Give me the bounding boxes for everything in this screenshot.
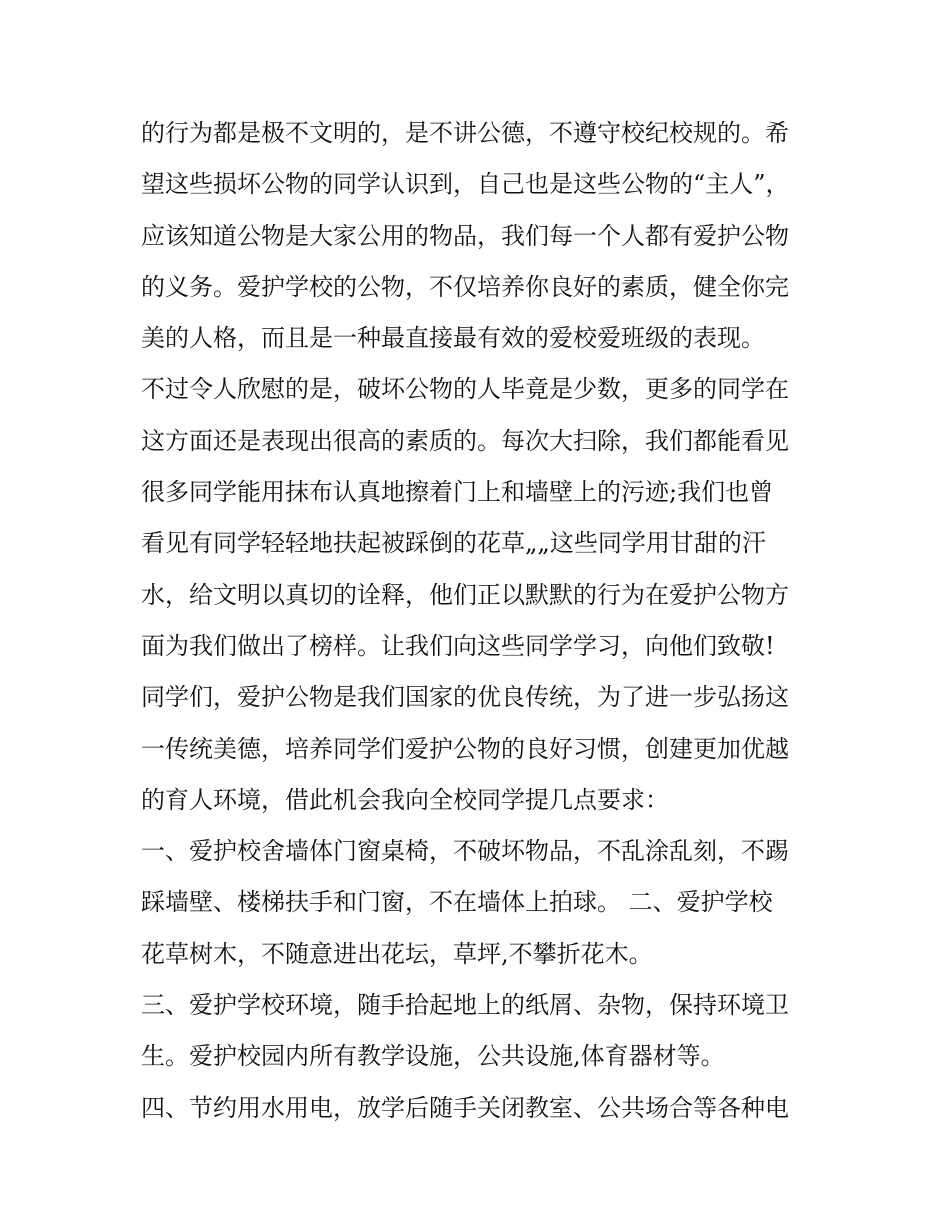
text-line: 同学们，爱护公物是我们国家的优良传统，为了进一步弘扬这 [141,683,789,712]
text-line: 的行为都是极不文明的，是不讲公德，不遵守校纪校规的。希 [141,119,789,147]
text-line: 的育人环境，借此机会我向全校同学提几点要求： [141,785,669,814]
text-line: 望这些损坏公物的同学认识到，自己也是这些公物的“主人”， [141,170,790,199]
text-line: 美的人格，而且是一种最直接最有效的爱校爱班级的表现。 [141,324,765,353]
text-line: 面为我们做出了榜样。让我们向这些同学学习，向他们致敬! [141,631,775,660]
text-line: 的义务。爱护学校的公物，不仅培养你良好的素质，健全你完 [141,272,789,301]
text-line: 花草树木，不随意进出花坛，草坪,不攀折花木。 [141,939,653,968]
text-line: 一、爱护校舍墙体门窗桌椅，不破坏物品，不乱涂乱刻，不踢 [141,837,789,866]
text-line: 这方面还是表现出很高的素质的。每次大扫除，我们都能看见 [141,426,789,455]
text-line: 很多同学能用抹布认真地擦着门上和墙壁上的污迹;我们也曾 [141,478,774,507]
body-text [141,108,831,1134]
text-line: 三、爱护学校环境，随手拾起地上的纸屑、杂物，保持环境卫 [141,991,789,1020]
text-line: 生。爱护校园内所有教学设施，公共设施,体育器材等。 [141,1042,725,1071]
text-line: 水，给文明以真切的诠释，他们正以默默的行为在爱护公物方 [141,580,789,609]
text-line: 踩墙壁、楼梯扶手和门窗，不在墙体上拍球。 二、爱护学校 [141,888,773,917]
text-line: 一传统美德，培养同学们爱护公物的良好习惯，创建更加优越 [141,734,789,763]
text-line: 看见有同学轻轻地扶起被踩倒的花草„„这些同学用甘甜的汗 [141,529,766,558]
text-line: 应该知道公物是大家公用的物品，我们每一个人都有爱护公物 [141,221,789,250]
text-line: 四、节约用水用电，放学后随手关闭教室、公共场合等各种电 [141,1093,789,1122]
text-line: 不过令人欣慰的是，破坏公物的人毕竟是少数，更多的同学在 [141,375,789,404]
